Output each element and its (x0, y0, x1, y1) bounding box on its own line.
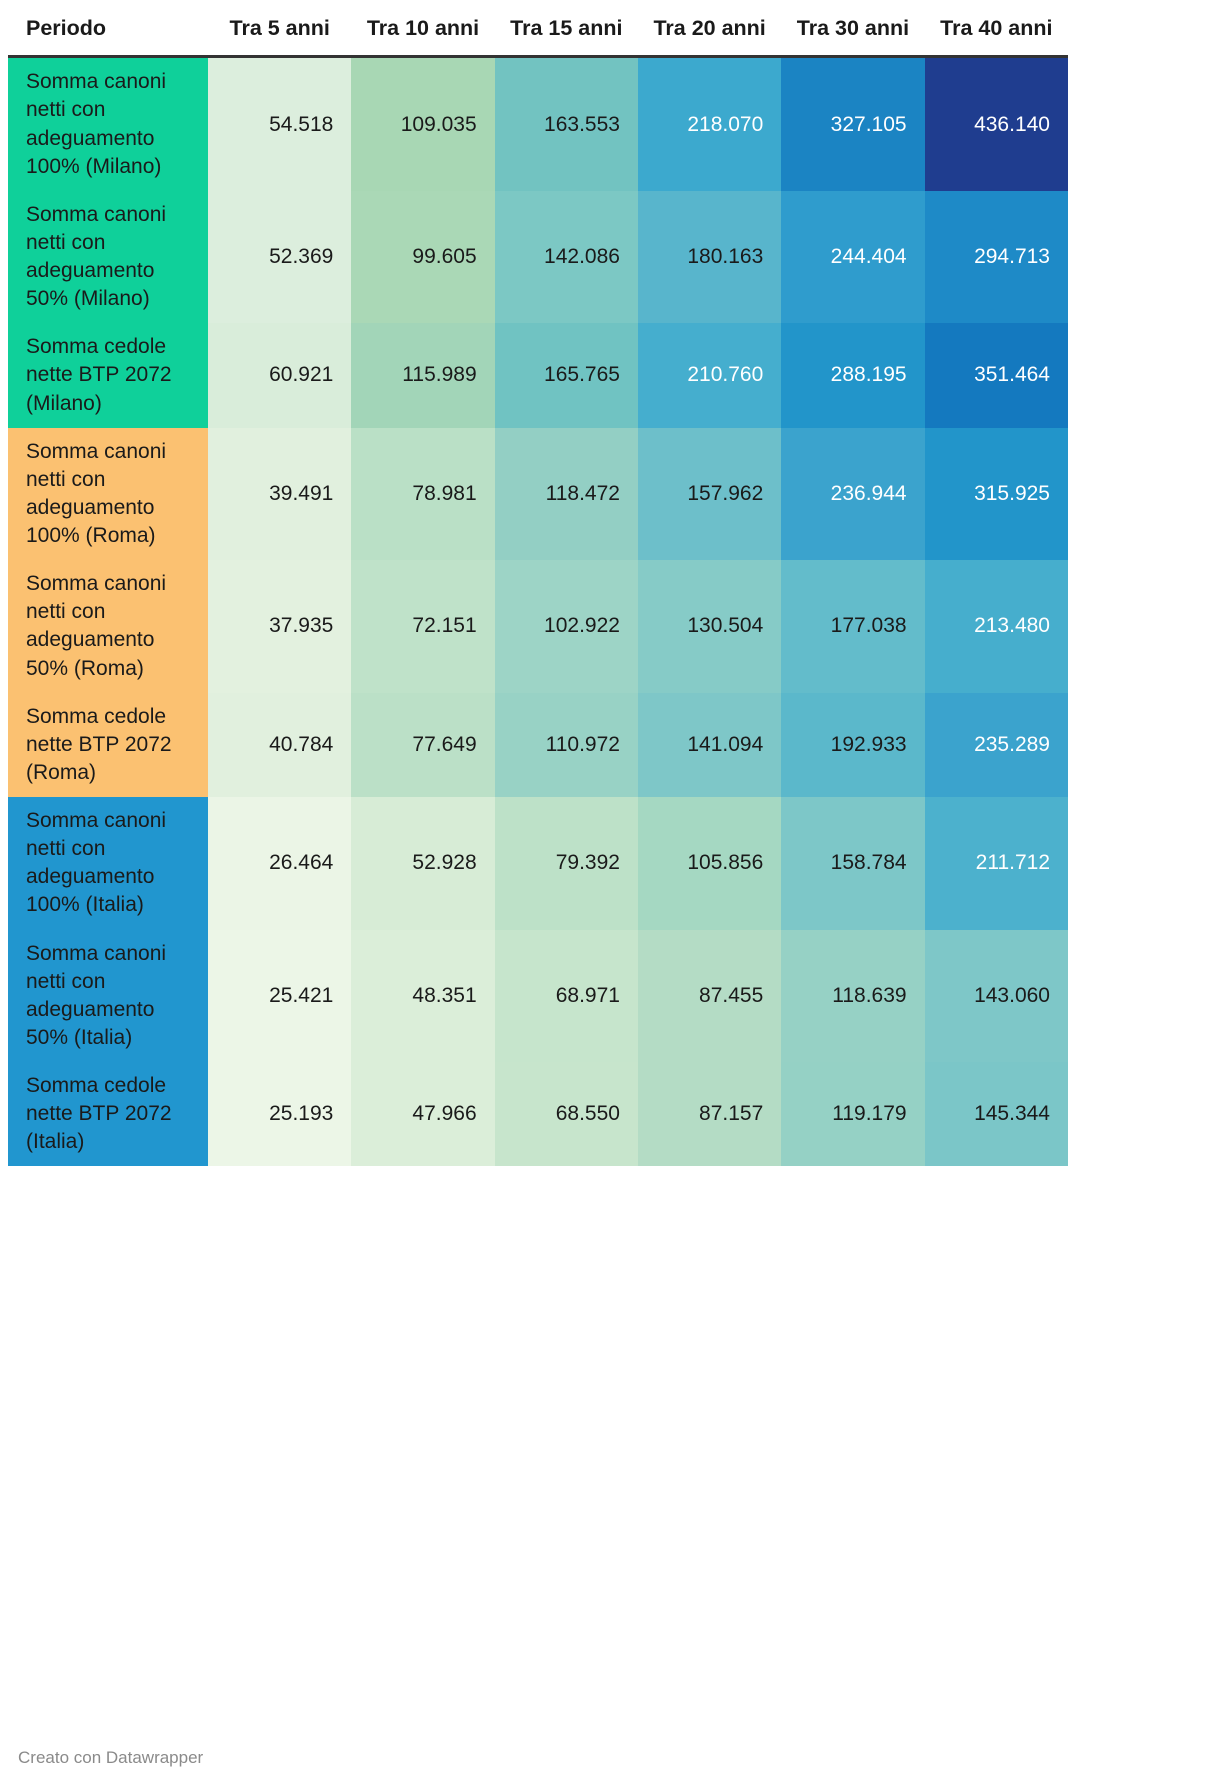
row-label: Somma canoni netti con adeguamento 50% (Roma) (8, 560, 208, 693)
attribution-footer: Creato con Datawrapper (18, 1748, 204, 1767)
heatmap-cell: 236.944 (781, 428, 924, 561)
heatmap-cell: 436.140 (925, 57, 1068, 191)
heatmap-cell: 25.193 (208, 1062, 351, 1166)
heatmap-cell: 118.472 (495, 428, 638, 561)
column-header-tra-30-anni: Tra 30 anni (781, 8, 924, 57)
table-row (8, 57, 1068, 191)
heatmap-cell: 294.713 (925, 191, 1068, 324)
heatmap-cell: 244.404 (781, 191, 924, 324)
heatmap-cell: 68.550 (495, 1062, 638, 1166)
heatmap-cell: 72.151 (351, 560, 494, 693)
heatmap-cell: 327.105 (781, 57, 924, 191)
heatmap-cell: 26.464 (208, 797, 351, 930)
heatmap-cell: 118.639 (781, 930, 924, 1063)
row-label: Somma cedole nette BTP 2072 (Italia) (8, 1062, 208, 1166)
heatmap-cell: 177.038 (781, 560, 924, 693)
heatmap-cell: 145.344 (925, 1062, 1068, 1166)
heatmap-cell: 180.163 (638, 191, 781, 324)
heatmap-cell: 40.784 (208, 693, 351, 797)
heatmap-cell: 87.455 (638, 930, 781, 1063)
heatmap-cell: 115.989 (351, 323, 494, 427)
heatmap-cell: 52.369 (208, 191, 351, 324)
heatmap-cell: 288.195 (781, 323, 924, 427)
heatmap-cell: 52.928 (351, 797, 494, 930)
heatmap-cell: 99.605 (351, 191, 494, 324)
heatmap-cell: 25.421 (208, 930, 351, 1063)
table-row (8, 930, 1068, 1063)
heatmap-cell: 60.921 (208, 323, 351, 427)
heatmap-cell: 163.553 (495, 57, 638, 191)
heatmap-cell: 351.464 (925, 323, 1068, 427)
heatmap-cell: 119.179 (781, 1062, 924, 1166)
heatmap-cell: 48.351 (351, 930, 494, 1063)
heatmap-cell: 157.962 (638, 428, 781, 561)
column-header-tra-40-anni: Tra 40 anni (925, 8, 1068, 57)
heatmap-cell: 141.094 (638, 693, 781, 797)
row-label: Somma cedole nette BTP 2072 (Roma) (8, 693, 208, 797)
header-row (8, 8, 1068, 57)
heatmap-cell: 235.289 (925, 693, 1068, 797)
row-label: Somma canoni netti con adeguamento 100% (Italia) (8, 797, 208, 930)
heatmap-cell: 68.971 (495, 930, 638, 1063)
heatmap-cell: 213.480 (925, 560, 1068, 693)
heatmap-cell: 54.518 (208, 57, 351, 191)
table-header (8, 8, 1068, 57)
table-row (8, 797, 1068, 930)
heatmap-cell: 87.157 (638, 1062, 781, 1166)
table-row (8, 1062, 1068, 1166)
heatmap-cell: 315.925 (925, 428, 1068, 561)
table-row (8, 428, 1068, 561)
heatmap-table (8, 8, 1068, 1166)
heatmap-cell: 79.392 (495, 797, 638, 930)
heatmap-cell: 158.784 (781, 797, 924, 930)
table-row (8, 323, 1068, 427)
heatmap-cell: 102.922 (495, 560, 638, 693)
heatmap-cell: 210.760 (638, 323, 781, 427)
heatmap-cell: 77.649 (351, 693, 494, 797)
heatmap-cell: 143.060 (925, 930, 1068, 1063)
heatmap-cell: 142.086 (495, 191, 638, 324)
heatmap-cell: 211.712 (925, 797, 1068, 930)
row-label: Somma canoni netti con adeguamento 100% (Roma) (8, 428, 208, 561)
column-header-tra-5-anni: Tra 5 anni (208, 8, 351, 57)
heatmap-cell: 165.765 (495, 323, 638, 427)
heatmap-cell: 37.935 (208, 560, 351, 693)
heatmap-cell: 192.933 (781, 693, 924, 797)
row-label: Somma cedole nette BTP 2072 (Milano) (8, 323, 208, 427)
column-header-tra-15-anni: Tra 15 anni (495, 8, 638, 57)
heatmap-cell: 130.504 (638, 560, 781, 693)
row-label: Somma canoni netti con adeguamento 50% (Milano) (8, 191, 208, 324)
table-row (8, 560, 1068, 693)
heatmap-cell: 105.856 (638, 797, 781, 930)
table-body (8, 57, 1068, 1167)
heatmap-cell: 78.981 (351, 428, 494, 561)
table-row (8, 693, 1068, 797)
column-header-tra-20-anni: Tra 20 anni (638, 8, 781, 57)
heatmap-cell: 47.966 (351, 1062, 494, 1166)
row-label: Somma canoni netti con adeguamento 100% (Milano) (8, 57, 208, 191)
heatmap-cell: 109.035 (351, 57, 494, 191)
column-header-periodo: Periodo (8, 8, 208, 57)
heatmap-cell: 39.491 (208, 428, 351, 561)
heatmap-table-container (8, 0, 1068, 1166)
row-label: Somma canoni netti con adeguamento 50% (Italia) (8, 930, 208, 1063)
heatmap-cell: 218.070 (638, 57, 781, 191)
table-row (8, 191, 1068, 324)
heatmap-cell: 110.972 (495, 693, 638, 797)
column-header-tra-10-anni: Tra 10 anni (351, 8, 494, 57)
